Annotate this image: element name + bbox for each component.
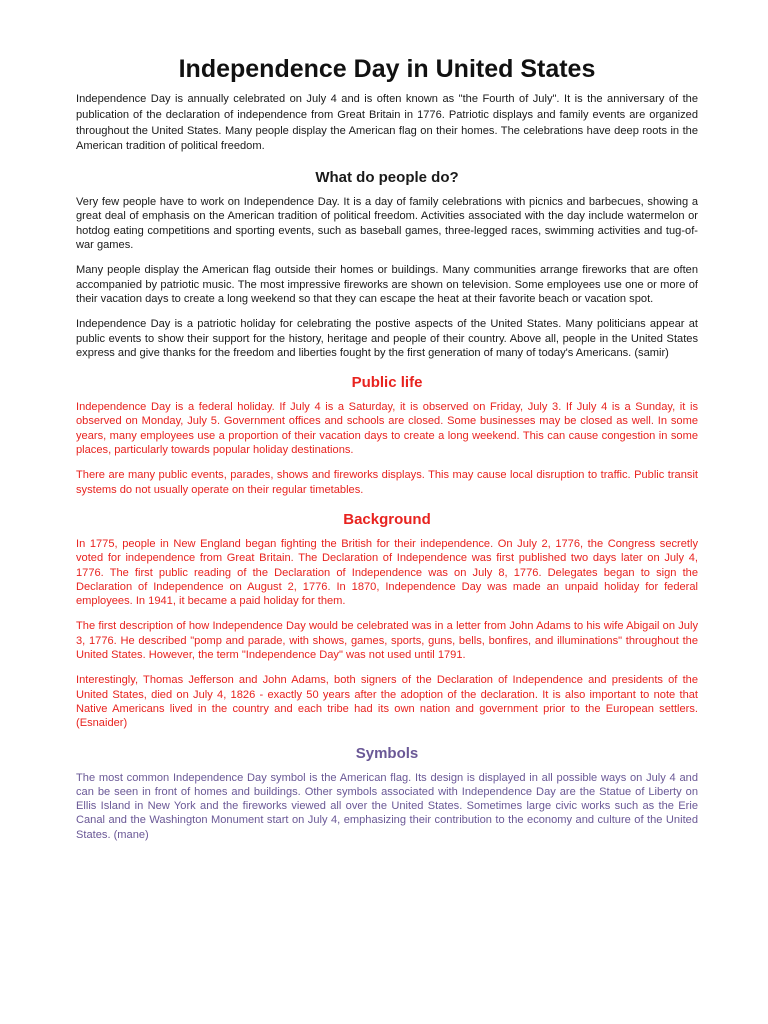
paragraph: In 1775, people in New England began fighting the British for their independence. On July 2, 1776, the Congress secretly voted for independence from Great Britain. The Declaration of Independence was first published two days later on July 4, 1776. The first public reading of the Declaration of Independence was on July 8, 1776. Delegates began to sign the Declaration of Independence on August 2, 1776. In 1870, Independence Day was made an unpaid holiday for federal employees. In 1941, it became a paid holiday for them.	[76, 537, 698, 608]
document-page	[76, 54, 698, 853]
section-public-life	[76, 374, 698, 497]
section-symbols	[76, 745, 698, 842]
section-heading-background: Background	[343, 510, 431, 528]
paragraph: There are many public events, parades, shows and fireworks displays. This may cause local disruption to traffic. Public transit systems do not usually operate on their regular timetables.	[76, 469, 698, 496]
paragraph: Independence Day is a federal holiday. If July 4 is a Saturday, it is observed on Friday, July 3. If July 4 is a Sunday, it is observed on Monday, July 5. Government offices and schools are closed. Some businesses may be closed as well. In some years, many employees use a proportion of their vacation days to create a long weekend. This can cause congestion in some places, particularly towards popular holiday destinations.	[76, 401, 698, 457]
intro-paragraph: Independence Day is annually celebrated on July 4 and is often known as "the Fourth of July". It is the anniversary of the publication of the declaration of independence from Great Britain in 1776. Patriotic displays and family events are organized throughout the United States. Many people display the American flag on their homes. The celebrations have deep roots in the American tradition of political freedom.	[76, 93, 698, 153]
paragraph: Independence Day is a patriotic holiday for celebrating the postive aspects of the United States. Many politicians appear at public events to show their support for the history, heritage and people of their country. Above all, people in the United States express and give thanks for the freedom and liberties fought by the first generation of many of today's Americans. (samir)	[76, 318, 698, 359]
paragraph: Interestingly, Thomas Jefferson and John Adams, both signers of the Declaration of Independence and presidents of the United States, died on July 4, 1826 - exactly 50 years after the adoption of the declaration. It is also important to note that Native Americans lived in the country and each tribe had its own nation and government prior to the European settlers. (Esnaider)	[76, 674, 698, 730]
paragraph: The first description of how Independence Day would be celebrated was in a letter from John Adams to his wife Abigail on July 3, 1776. He described "pomp and parade, with shows, games, sports, guns, bells, bonfires, and illuminations" throughout the United States. However, the term "Independence Day" was not used until 1791.	[76, 620, 698, 662]
section-heading-what-people-do: What do people do?	[315, 169, 459, 187]
paragraph: The most common Independence Day symbol is the American flag. Its design is displayed in all possible ways on July 4 and can be seen in front of homes and buildings. Other symbols associated with Independence Day are the Statue of Liberty on Ellis Island in New York and the fireworks viewed all over the United States. Sometimes large civic works such as the Erie Canal and the Washington Monument start on July 4, emphasizing their contribution to the economy and culture of the United States. (mane)	[76, 771, 698, 841]
section-heading-public-life: Public life	[351, 374, 423, 392]
paragraph: Many people display the American flag outside their homes or buildings. Many communities arrange fireworks that are often accompanied by patriotic music. The most impressive fireworks are shown on television. Some employees use one or more of their vacation days to create a long weekend so that they can escape the heat at their favorite beach or vacation spot.	[76, 264, 698, 305]
page-title: Independence Day in United States	[178, 55, 596, 83]
section-what-people-do	[76, 169, 698, 360]
intro-section	[76, 92, 698, 155]
section-background	[76, 511, 698, 731]
paragraph: Very few people have to work on Independence Day. It is a day of family celebrations with picnics and barbecues, showing a great deal of emphasis on the American tradition of political freedom. Activities associated with the day include watermelon or hotdog eating competitions and sporting events, such as baseball games, three-legged races, swimming activities and tug-of-war games.	[76, 196, 698, 252]
section-heading-symbols: Symbols	[355, 744, 419, 762]
